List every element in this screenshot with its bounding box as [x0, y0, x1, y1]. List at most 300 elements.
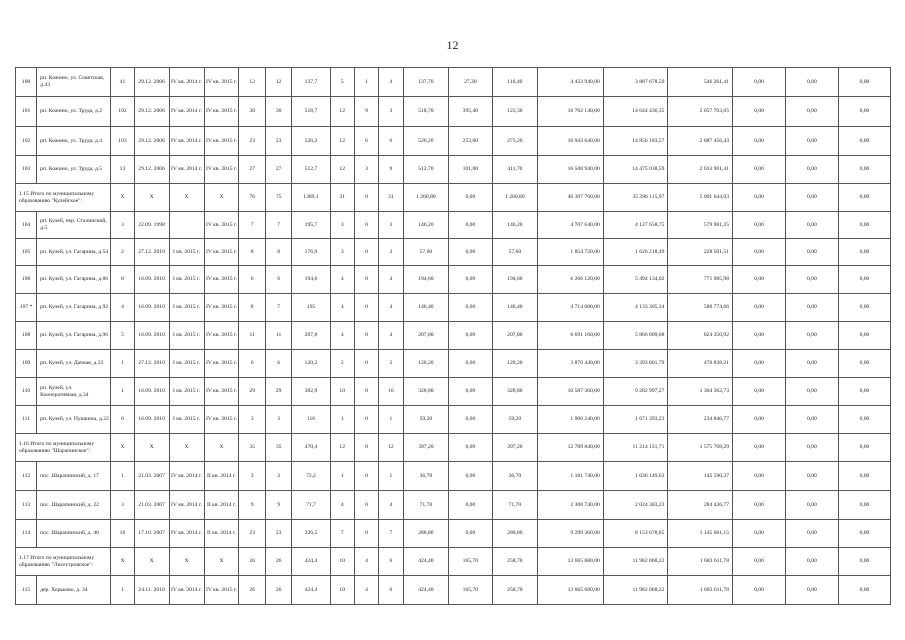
table-cell: 0	[354, 520, 378, 548]
table-cell: 72,2	[292, 462, 330, 491]
table-cell: 526,2	[292, 127, 330, 156]
table-cell: 382,9	[292, 378, 330, 406]
table-cell: 4	[330, 322, 354, 350]
row-number-cell: 110	[16, 378, 37, 406]
table-cell: 26	[265, 576, 291, 605]
table-cell: 1	[111, 378, 134, 406]
address-cell: рп. Кулей, ул. Пушкина, д.22	[37, 406, 111, 434]
table-cell: 2 308 740,00	[538, 491, 604, 520]
table-cell: 228 501,51	[668, 239, 733, 266]
table-cell: 7	[239, 212, 265, 239]
table-cell: 4 433 940,00	[538, 68, 604, 97]
page-number: 12	[446, 38, 459, 52]
table-cell: 273,20	[492, 127, 538, 156]
table-cell: 6	[379, 127, 403, 156]
table-cell: 1	[111, 462, 134, 491]
table-cell: 12	[330, 97, 354, 127]
table-cell: 0,00	[733, 68, 786, 97]
table-cell: 1 181 740,00	[538, 462, 604, 491]
table-cell: 0,00	[785, 97, 838, 127]
table-cell: 1389,1	[292, 184, 330, 212]
table-cell: 288,80	[403, 520, 449, 548]
table-cell: 16 702 140,00	[538, 97, 604, 127]
table-cell: 0,00	[785, 322, 838, 350]
table-cell: 0,00	[785, 462, 838, 491]
table-cell: IV кв. 2015 г.	[204, 68, 239, 97]
table-cell: Х	[169, 184, 204, 212]
table-cell: 234 846,77	[668, 406, 733, 434]
table-cell: 27.12. 2010	[134, 350, 169, 378]
table-cell: 288,80	[492, 520, 538, 548]
table-cell: I кв. 2015 г.	[169, 378, 204, 406]
table-cell: 8	[239, 239, 265, 266]
table-cell: 0,00	[785, 520, 838, 548]
table-cell: 824 350,92	[668, 322, 733, 350]
table-cell: Х	[111, 184, 134, 212]
table-cell: 7	[265, 294, 291, 322]
subtotal-label: 1.17 Итого по муниципальному образованию "Лисестровское":	[16, 548, 111, 576]
table-row	[16, 266, 891, 294]
table-cell: 3	[239, 462, 265, 491]
table-cell: 2	[379, 350, 403, 378]
table-cell: 21.03. 2007	[134, 491, 169, 520]
table-cell: 31	[330, 184, 354, 212]
table-cell: 0	[354, 462, 378, 491]
table-cell: 258,70	[492, 576, 538, 605]
table-cell: 3	[111, 212, 134, 239]
table-cell: 579 981,25	[668, 212, 733, 239]
table-cell: 12	[330, 434, 354, 462]
table-cell: 0,00	[785, 239, 838, 266]
table-cell: 0,00	[785, 184, 838, 212]
table-cell: 1	[330, 462, 354, 491]
table-cell: 207,80	[403, 322, 449, 350]
table-cell: 0,00	[838, 548, 890, 576]
table-cell: 103	[111, 127, 134, 156]
table-cell: 7	[379, 520, 403, 548]
table-cell: 195	[292, 294, 330, 322]
table-cell: 0	[354, 491, 378, 520]
table-cell: 11 982 068,22	[603, 548, 668, 576]
table-cell: 120,20	[492, 350, 538, 378]
table-cell: 253,00	[449, 127, 492, 156]
table-cell: 12	[330, 127, 354, 156]
table-cell: 2	[330, 350, 354, 378]
table-cell: 0,00	[785, 491, 838, 520]
table-cell: 1 260,80	[403, 184, 449, 212]
table-cell: 424,4	[292, 576, 330, 605]
table-cell: 29.12. 2006	[134, 156, 169, 184]
table-cell: 0,00	[449, 434, 492, 462]
table-cell: 29.12. 2006	[134, 127, 169, 156]
table-row	[16, 156, 891, 184]
table-row	[16, 239, 891, 266]
table-cell: 0,00	[838, 350, 890, 378]
table-cell: 0,00	[838, 322, 890, 350]
table-cell: 6	[379, 576, 403, 605]
table-cell: IV кв. 2014 г.	[169, 127, 204, 156]
table-cell: 0	[354, 212, 378, 239]
table-cell: 6	[265, 350, 291, 378]
table-cell: 0	[354, 322, 378, 350]
table-cell: 27	[239, 156, 265, 184]
address-cell: рп. Кулей, ул. Гагарина, д.96	[37, 322, 111, 350]
table-cell: 41	[111, 68, 134, 97]
table-cell: Х	[169, 434, 204, 462]
table-cell: 23	[239, 520, 265, 548]
table-cell: 137,70	[403, 68, 449, 97]
table-cell: IV кв. 2014 г.	[169, 462, 204, 491]
table-cell: 1	[111, 350, 134, 378]
table-cell: 0	[354, 239, 378, 266]
row-number-cell: 114	[16, 520, 37, 548]
table-cell: 14 856 183,57	[603, 127, 668, 156]
address-cell: рп. Кулей, ул. Кооперативная, д.34	[37, 378, 111, 406]
row-number-cell: 104	[16, 212, 37, 239]
table-cell: 176,9	[292, 239, 330, 266]
table-cell: 0,00	[449, 491, 492, 520]
table-cell: I кв. 2015 г.	[169, 266, 204, 294]
address-cell: рп. Кулей, ул. Гагарина, д.54	[37, 239, 111, 266]
address-cell: рп. Кулей, пер. Сталинский, д.5	[37, 212, 111, 239]
table-cell: 16 943 640,00	[538, 127, 604, 156]
table-cell: 1 626 218,49	[603, 239, 668, 266]
table-cell: 0	[354, 378, 378, 406]
table-cell: 2 057 703,65	[668, 97, 733, 127]
table-cell: 0,00	[785, 350, 838, 378]
table-row	[16, 350, 891, 378]
table-cell: 0,00	[838, 462, 890, 491]
table-cell: 7	[330, 520, 354, 548]
table-cell: 35	[265, 434, 291, 462]
table-cell: 0,00	[449, 520, 492, 548]
row-number-cell: 102	[16, 127, 37, 156]
table-cell: 4	[111, 294, 134, 322]
table-cell: 146,40	[492, 294, 538, 322]
table-cell: 4	[354, 576, 378, 605]
table-cell: 0,00	[449, 184, 492, 212]
table-cell: Х	[169, 548, 204, 576]
table-cell: 512,7	[292, 156, 330, 184]
table-cell: 40 397 760,00	[538, 184, 604, 212]
table-cell: 9	[239, 491, 265, 520]
table-cell: 0	[354, 184, 378, 212]
table-cell: 165,70	[449, 548, 492, 576]
table-row	[16, 378, 891, 406]
table-cell: 4	[379, 491, 403, 520]
table-cell: 26	[239, 576, 265, 605]
table-cell: 476 838,21	[668, 350, 733, 378]
table-cell: 6	[239, 350, 265, 378]
table-cell: 102	[111, 97, 134, 127]
table-cell: 8	[111, 266, 134, 294]
table-cell: 120,20	[403, 350, 449, 378]
table-cell: 16.09. 2010	[134, 322, 169, 350]
table-cell: 580 774,66	[668, 294, 733, 322]
table-cell: II кв. 2014 г.	[204, 462, 239, 491]
table-cell: I кв. 2015 г.	[169, 322, 204, 350]
table-cell: 0,00	[785, 68, 838, 97]
table-row	[16, 68, 891, 97]
table-cell: 8 153 678,85	[603, 520, 668, 548]
table-cell: 4	[354, 548, 378, 576]
table-cell: 0,00	[733, 434, 786, 462]
table-cell: 12	[239, 68, 265, 97]
table-cell: 0,00	[838, 68, 890, 97]
table-cell: 16	[111, 520, 134, 548]
table-cell: 5	[111, 322, 134, 350]
table-cell: IV кв. 2015 г.	[204, 322, 239, 350]
address-cell: рп. Кожино, ул. Труда, д.2	[37, 97, 111, 127]
table-cell: 29	[265, 378, 291, 406]
table-cell: 16.09. 2010	[134, 294, 169, 322]
table-cell: 0,00	[838, 576, 890, 605]
row-number-cell: 112	[16, 462, 37, 491]
table-cell: 12	[379, 434, 403, 462]
address-cell: пос. Шарапинский, д. 46	[37, 520, 111, 548]
table-cell: 10	[330, 378, 354, 406]
table-cell: 12	[330, 156, 354, 184]
table-cell: 1	[354, 68, 378, 97]
table-cell: 14 475 038,59	[603, 156, 668, 184]
table-cell: II кв. 2014 г.	[204, 520, 239, 548]
table-row	[16, 97, 891, 127]
table-cell: IV кв. 2015 г.	[204, 212, 239, 239]
table-cell: 0,00	[733, 548, 786, 576]
table-cell: 194,6	[292, 266, 330, 294]
table-row	[16, 462, 891, 491]
table-cell: 4 127 658,75	[603, 212, 668, 239]
table-cell: 137,7	[292, 68, 330, 97]
table-cell: 2 024 303,23	[603, 491, 668, 520]
table-cell: 3	[239, 406, 265, 434]
table-cell: 1 260,80	[492, 184, 538, 212]
table-cell: 0,00	[733, 491, 786, 520]
table-cell: IV кв. 2015 г.	[204, 156, 239, 184]
table-cell: 397,20	[492, 434, 538, 462]
table-cell: 518,7	[292, 97, 330, 127]
table-cell: 0,00	[838, 239, 890, 266]
table-cell: 75	[265, 184, 291, 212]
row-number-cell: 100	[16, 68, 37, 97]
table-cell: 0	[354, 350, 378, 378]
row-number-cell: 111	[16, 406, 37, 434]
table-cell: 4	[379, 266, 403, 294]
table-cell: 13	[111, 156, 134, 184]
table-cell: 6 691 160,00	[538, 322, 604, 350]
row-number-cell: 101	[16, 97, 37, 127]
table-cell: 0,00	[838, 434, 890, 462]
table-cell: 328,80	[492, 378, 538, 406]
table-cell: IV кв. 2015 г.	[204, 378, 239, 406]
table-cell: 470,4	[292, 434, 330, 462]
table-cell: IV кв. 2014 г.	[169, 68, 204, 97]
row-number-cell: 115	[16, 576, 37, 605]
table-cell: 110,40	[492, 68, 538, 97]
table-cell: 101,00	[449, 156, 492, 184]
table-cell: 0,00	[838, 266, 890, 294]
table-cell: 207,8	[292, 322, 330, 350]
table-cell: 326,5	[292, 520, 330, 548]
table-cell: 0,00	[733, 156, 786, 184]
table-cell: 35 396 115,97	[603, 184, 668, 212]
row-number-cell: 105	[16, 239, 37, 266]
table-cell: 11	[265, 322, 291, 350]
table-cell: 2 033 901,41	[668, 156, 733, 184]
table-cell: 31	[379, 184, 403, 212]
table-cell: Х	[111, 434, 134, 462]
table-cell: 3	[111, 491, 134, 520]
table-cell: 0,00	[733, 322, 786, 350]
subtotal-label: 1.16 Итого по муниципальному образованию "Шарапинское":	[16, 434, 111, 462]
table-cell: 116	[292, 406, 330, 434]
table-cell: 0,00	[449, 212, 492, 239]
table-cell: 0,00	[733, 462, 786, 491]
table-cell: 0,00	[733, 127, 786, 156]
table-cell: 1	[111, 576, 134, 605]
table-cell: 59,20	[403, 406, 449, 434]
table-cell: I кв. 2015 г.	[169, 350, 204, 378]
table-cell: 1 854 720,00	[538, 239, 604, 266]
address-cell: рп. Кулей, ул. Дачная, д.33	[37, 350, 111, 378]
table-cell: 0,00	[785, 212, 838, 239]
table-cell: 4	[379, 322, 403, 350]
table-cell: 258,70	[492, 548, 538, 576]
table-cell: Х	[204, 548, 239, 576]
table-cell: 76	[239, 184, 265, 212]
row-number-cell: 113	[16, 491, 37, 520]
table-cell: 3 393 601,79	[603, 350, 668, 378]
table-cell: 23	[265, 520, 291, 548]
table-cell: 0,00	[449, 462, 492, 491]
table-cell: 1	[379, 462, 403, 491]
table-cell: 0,00	[785, 406, 838, 434]
table-cell: 21.03. 2007	[134, 462, 169, 491]
table-cell: 11	[239, 322, 265, 350]
table-cell: 59,20	[492, 406, 538, 434]
table-cell: 0	[354, 266, 378, 294]
table-cell: 6	[354, 127, 378, 156]
table-cell: 23	[265, 127, 291, 156]
table-cell: 16.09. 2010	[134, 266, 169, 294]
table-cell: IV кв. 2015 г.	[204, 294, 239, 322]
table-cell: 3 887 678,59	[603, 68, 668, 97]
table-row	[16, 520, 891, 548]
table-cell: 3	[354, 156, 378, 184]
table-cell: IV кв. 2014 г.	[169, 97, 204, 127]
table-cell: 27,30	[449, 68, 492, 97]
table-cell: 0,00	[785, 434, 838, 462]
table-cell: Х	[134, 434, 169, 462]
table-cell: 71,70	[403, 491, 449, 520]
table-cell: 30	[265, 97, 291, 127]
address-cell: пос. Шарапинский, д. 17	[37, 462, 111, 491]
row-number-cell: 103	[16, 156, 37, 184]
table-cell: 29.12. 2006	[134, 97, 169, 127]
table-cell: 3	[330, 212, 354, 239]
table-cell: 1 304 362,73	[668, 378, 733, 406]
table-cell: 6	[111, 406, 134, 434]
table-cell: 9 282 997,27	[603, 378, 668, 406]
row-number-cell: 108	[16, 322, 37, 350]
table-cell: 4	[330, 491, 354, 520]
table-cell: 3	[379, 212, 403, 239]
table-cell: 4 714 080,00	[538, 294, 604, 322]
table-cell: 1	[330, 406, 354, 434]
table-cell: IV кв. 2015 г.	[204, 127, 239, 156]
subtotal-row	[16, 184, 891, 212]
table-cell: 146,40	[403, 294, 449, 322]
table-cell: 26	[239, 548, 265, 576]
table-cell: 10	[330, 576, 354, 605]
table-cell: 0,00	[449, 239, 492, 266]
table-cell: 29	[239, 378, 265, 406]
table-cell: 194,60	[492, 266, 538, 294]
table-cell: 17.10. 2007	[134, 520, 169, 548]
table-cell: 0,00	[733, 97, 786, 127]
table-row	[16, 322, 891, 350]
table-cell: 6	[265, 266, 291, 294]
table-cell: 0,00	[838, 294, 890, 322]
table-row	[16, 491, 891, 520]
address-cell: рп. Кожино, ул. Советская, д.43	[37, 68, 111, 97]
table-cell: 4	[330, 266, 354, 294]
table-cell: 71,70	[492, 491, 538, 520]
table-cell: 0	[354, 294, 378, 322]
address-cell: рп. Кожино, ул. Труда, д.5	[37, 156, 111, 184]
table-cell: 5 001 644,03	[668, 184, 733, 212]
table-cell: 1 683 611,78	[668, 576, 733, 605]
table-cell: 424,40	[403, 548, 449, 576]
table-cell: Х	[134, 548, 169, 576]
table-cell: 3	[379, 239, 403, 266]
table-cell: 146,20	[492, 212, 538, 239]
table-cell: IV кв. 2015 г.	[204, 350, 239, 378]
table-row	[16, 406, 891, 434]
table-cell: 146,20	[403, 212, 449, 239]
table-cell: I кв. 2015 г.	[169, 406, 204, 434]
table-cell: 30	[239, 97, 265, 127]
table-cell: 4	[379, 294, 403, 322]
table-cell: 424,40	[403, 576, 449, 605]
table-cell: 0,00	[449, 350, 492, 378]
table-cell: 6	[379, 548, 403, 576]
table-cell: 1 906 240,00	[538, 406, 604, 434]
table-cell: 10	[379, 378, 403, 406]
table-cell: 165,70	[449, 576, 492, 605]
table-cell	[169, 212, 204, 239]
table-cell: 9 299 360,00	[538, 520, 604, 548]
table-cell: Х	[204, 434, 239, 462]
table-cell: 13 665 680,00	[538, 548, 604, 576]
table-cell: 0,00	[785, 294, 838, 322]
table-cell: IV кв. 2014 г.	[169, 520, 204, 548]
table-cell: 0,00	[785, 127, 838, 156]
address-cell: рп. Кулей, ул. Гагарина, д.92	[37, 294, 111, 322]
table-cell: IV кв. 2015 г.	[204, 576, 239, 605]
table-cell: 11 214 131,71	[603, 434, 668, 462]
table-cell: 9	[265, 491, 291, 520]
table-cell: 9	[379, 156, 403, 184]
table-cell: 1 683 611,78	[668, 548, 733, 576]
table-cell: 35	[239, 434, 265, 462]
table-cell: 4	[379, 68, 403, 97]
table-cell: 26	[265, 548, 291, 576]
table-cell: 0,00	[838, 406, 890, 434]
table-cell: 6 266 120,00	[538, 266, 604, 294]
table-cell: 3	[265, 462, 291, 491]
table-cell: 29.12. 2006	[134, 68, 169, 97]
